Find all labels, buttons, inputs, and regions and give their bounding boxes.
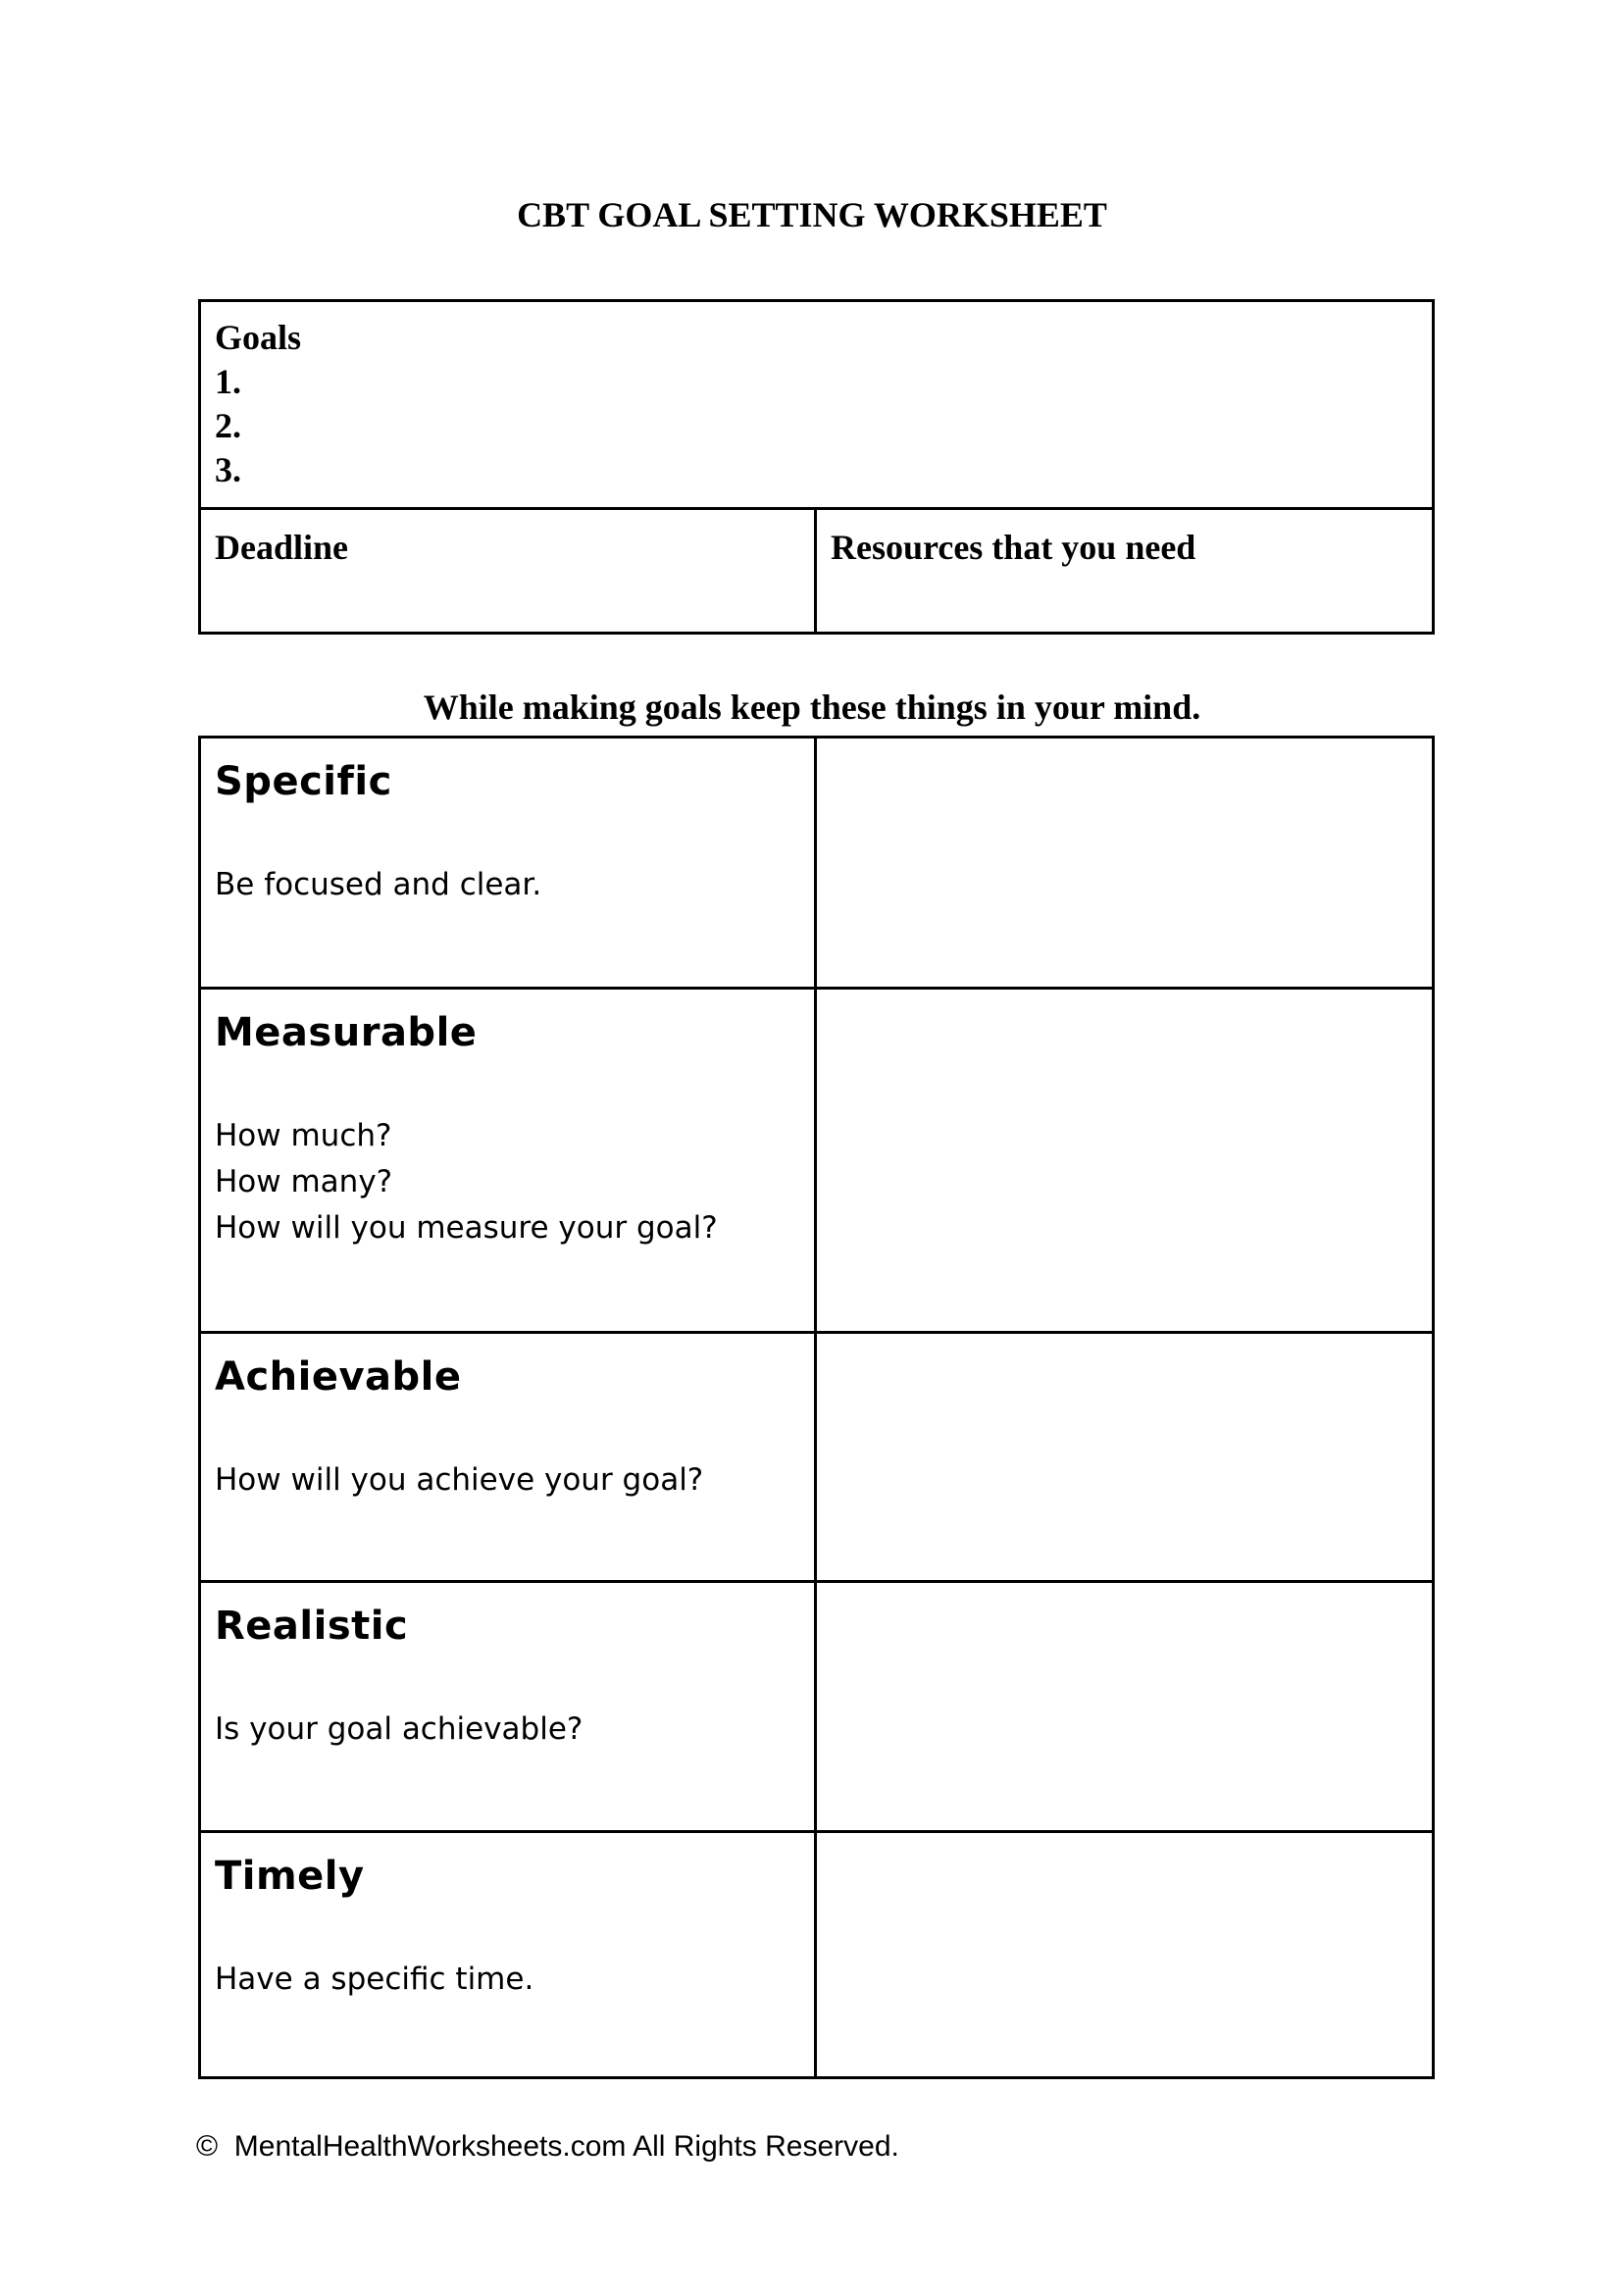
deadline-label: Deadline <box>215 528 349 567</box>
criteria-heading-timely: Timely <box>215 1854 365 1899</box>
criteria-row-realistic <box>201 1580 1432 1830</box>
criteria-description <box>215 862 814 908</box>
criteria-heading-specific: Specific <box>215 759 392 804</box>
criteria-heading-achievable: Achievable <box>215 1354 462 1400</box>
copyright-icon: © <box>196 2130 219 2163</box>
criteria-answer-cell-timely[interactable] <box>817 1833 1432 2076</box>
criteria-answer-cell-realistic[interactable] <box>817 1583 1432 1830</box>
criteria-heading-measurable: Measurable <box>215 1010 478 1055</box>
criteria-answer-cell-measurable[interactable] <box>817 990 1432 1331</box>
goals-table <box>198 299 1435 635</box>
criteria-description <box>215 1707 814 1753</box>
criteria-row-measurable <box>201 987 1432 1331</box>
goals-heading: Goals <box>215 318 302 357</box>
criteria-line: How will you measure your goal? <box>215 1210 718 1246</box>
copyright-footer <box>196 2130 899 2164</box>
page-title: CBT GOAL SETTING WORKSHEET <box>517 195 1107 234</box>
criteria-row-specific <box>201 739 1432 987</box>
reminder-heading: While making goals keep these things in your mind. <box>423 688 1201 727</box>
criteria-heading-realistic: Realistic <box>215 1604 409 1649</box>
criteria-line: How much? <box>215 1118 392 1153</box>
smart-criteria-table <box>198 736 1435 2079</box>
criteria-description <box>215 1957 814 2003</box>
criteria-row-achievable <box>201 1331 1432 1580</box>
goal-item-2: 2. <box>215 406 241 445</box>
criteria-description <box>215 1457 814 1504</box>
goals-details-row <box>201 510 1432 632</box>
criteria-label-cell <box>201 990 817 1331</box>
criteria-answer-cell-specific[interactable] <box>817 739 1432 987</box>
criteria-label-cell <box>201 739 817 987</box>
criteria-description <box>215 1113 814 1251</box>
goal-item-1: 1. <box>215 362 241 401</box>
criteria-label-cell <box>201 1334 817 1580</box>
copyright-text: MentalHealthWorksheets.com All Rights Reserved. <box>233 2130 899 2163</box>
criteria-answer-cell-achievable[interactable] <box>817 1334 1432 1580</box>
criteria-label-cell <box>201 1833 817 2076</box>
deadline-cell[interactable] <box>201 510 817 632</box>
criteria-line: How many? <box>215 1164 393 1199</box>
resources-label: Resources that you need <box>831 528 1196 567</box>
goal-item-3: 3. <box>215 450 241 489</box>
criteria-line: How will you achieve your goal? <box>215 1462 704 1498</box>
goals-cell[interactable] <box>201 302 1432 510</box>
criteria-line: Be focused and clear. <box>215 867 542 902</box>
criteria-label-cell <box>201 1583 817 1830</box>
resources-cell[interactable] <box>817 510 1432 632</box>
criteria-line: Have a specific time. <box>215 1962 534 1997</box>
criteria-row-timely <box>201 1830 1432 2076</box>
criteria-line: Is your goal achievable? <box>215 1711 584 1747</box>
